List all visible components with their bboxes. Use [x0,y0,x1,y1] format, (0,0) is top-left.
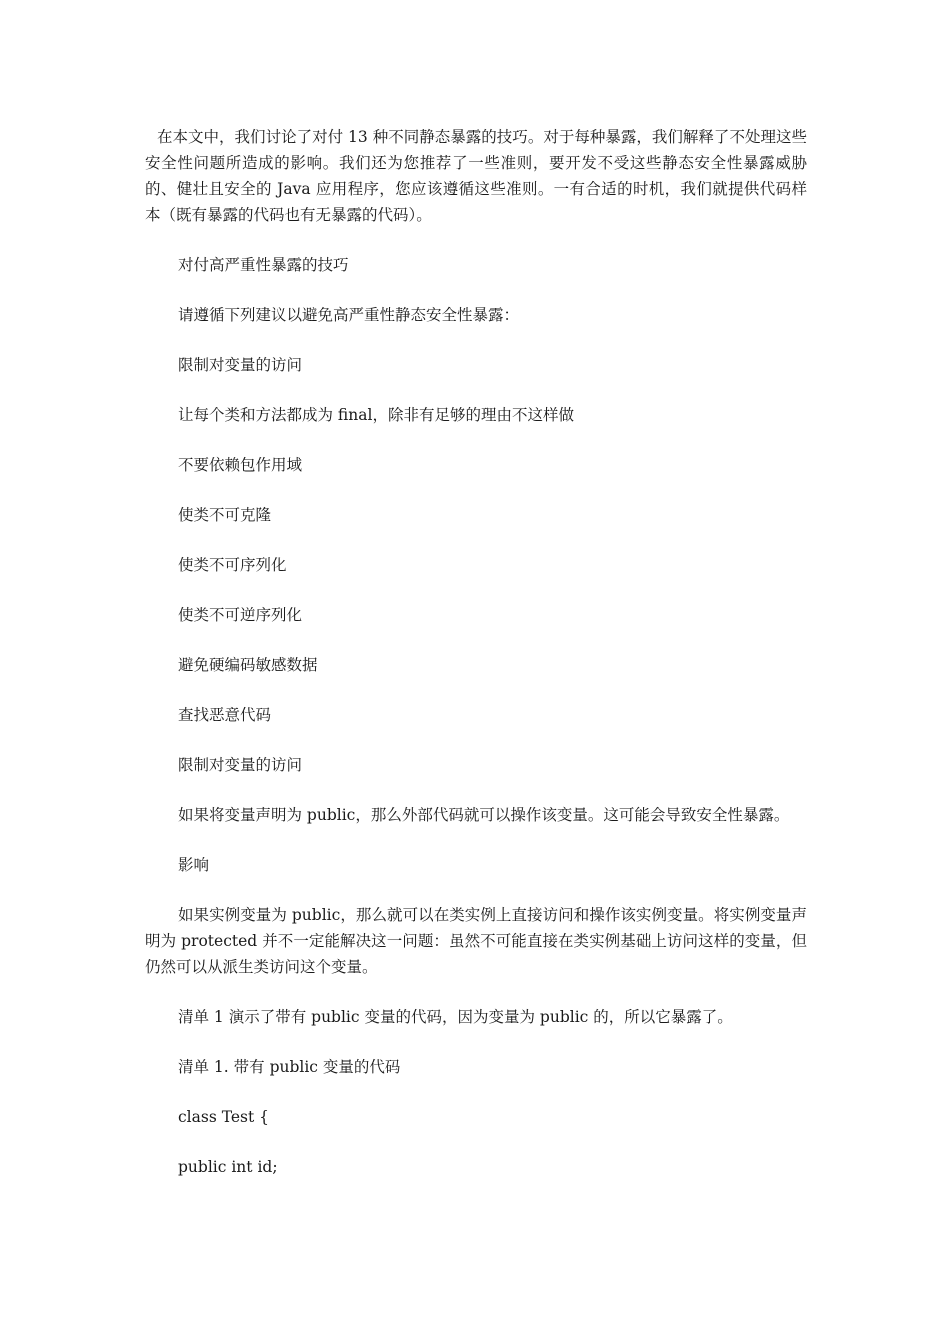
list-item: 让每个类和方法都成为 final，除非有足够的理由不这样做 [178,406,574,424]
listing-caption: 清单 1. 带有 public 变量的代码 [178,1058,401,1076]
list-item: 不要依赖包作用域 [178,456,303,474]
list-item: 限制对变量的访问 [178,356,303,374]
recommendation-intro: 请遵循下列建议以避免高严重性静态安全性暴露： [178,306,520,324]
intro-paragraph: 在本文中，我们讨论了对付 13 种不同静态暴露的技巧。对于每种暴露，我们解释了不处理这些安全性问题所造成的影响。我们还为您推荐了一些准则，要开发不受这些静态安全性暴露威胁的、健壮且安全的 Java 应用程序，您应该遵循这些准则。一有合适的时机，我们就提供代码样本（既有暴露的代码也有无暴露的代码）。 [145,128,807,224]
body-paragraph: 如果将变量声明为 public，那么外部代码就可以操作该变量。这可能会导致安全性暴露。 [178,806,790,824]
section-heading-restrict-access: 限制对变量的访问 [178,756,303,774]
list-item: 避免硬编码敏感数据 [178,656,318,674]
code-line: class Test { [178,1108,269,1126]
code-line: public int id; [178,1158,278,1176]
body-paragraph: 清单 1 演示了带有 public 变量的代码，因为变量为 public 的，所以它暴露了。 [178,1008,733,1026]
list-item: 使类不可逆序列化 [178,606,303,624]
body-paragraph: 如果实例变量为 public，那么就可以在类实例上直接访问和操作该实例变量。将实例变量声明为 protected 并不一定能解决这一问题：虽然不可能直接在类实例基础上访问这样的变量，但仍然可以从派生类访问这个变量。 [145,906,807,976]
section-heading-impact: 影响 [178,856,210,874]
section-heading-high-severity: 对付高严重性暴露的技巧 [178,256,349,274]
document-body [145,124,807,1204]
list-item: 使类不可克隆 [178,506,272,524]
list-item: 查找恶意代码 [178,706,272,724]
list-item: 使类不可序列化 [178,556,287,574]
